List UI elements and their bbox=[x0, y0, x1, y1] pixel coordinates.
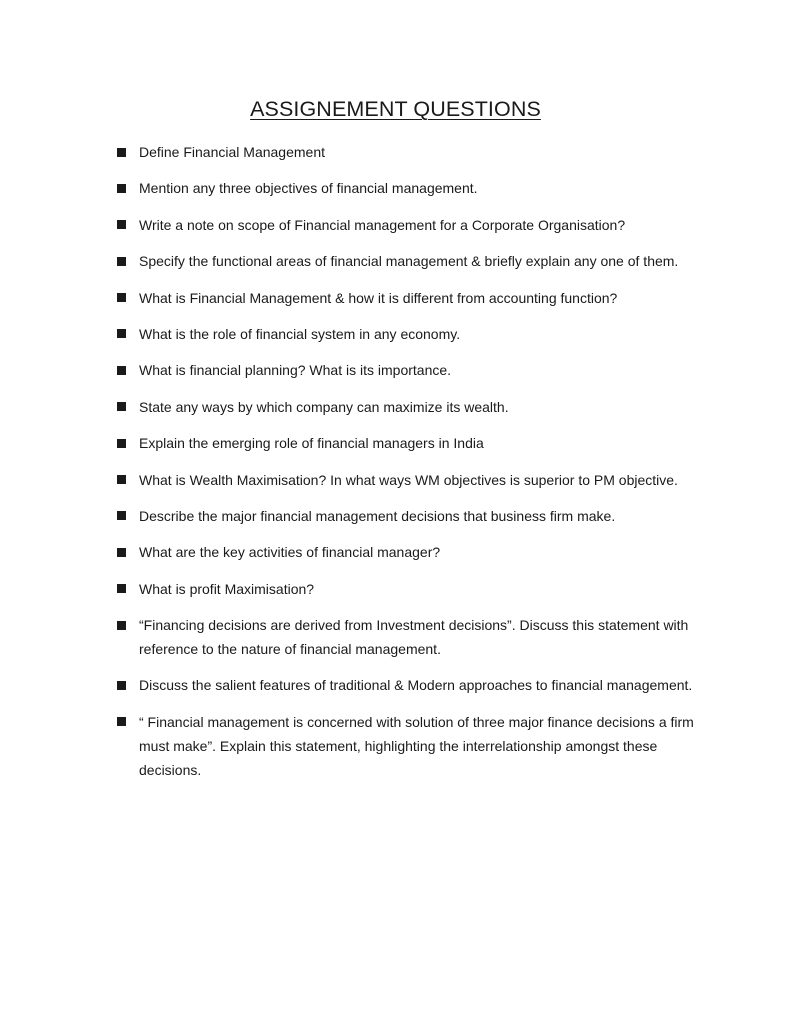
square-bullet-icon bbox=[117, 681, 126, 690]
square-bullet-icon bbox=[117, 548, 126, 557]
question-text: “Financing decisions are derived from Investment decisions”. Discuss this statement with reference to the nature of financial management. bbox=[139, 617, 689, 658]
square-bullet-icon bbox=[117, 329, 126, 338]
question-text: Explain the emerging role of financial managers in India bbox=[139, 435, 484, 452]
question-text: Discuss the salient features of traditional & Modern approaches to financial management. bbox=[139, 677, 693, 694]
square-bullet-icon bbox=[117, 511, 126, 520]
page-title-text: ASSIGNEMENT QUESTIONS bbox=[250, 97, 541, 121]
question-item bbox=[116, 540, 716, 564]
page-title bbox=[0, 94, 791, 124]
question-item bbox=[116, 249, 716, 273]
square-bullet-icon bbox=[117, 584, 126, 593]
question-item bbox=[116, 176, 716, 200]
square-bullet-icon bbox=[117, 402, 126, 411]
question-item bbox=[116, 395, 716, 419]
question-text: State any ways by which company can maximize its wealth. bbox=[139, 398, 509, 415]
square-bullet-icon bbox=[117, 220, 126, 229]
question-item bbox=[116, 286, 716, 310]
square-bullet-icon bbox=[117, 257, 126, 266]
question-text: What is financial planning? What is its importance. bbox=[139, 362, 452, 379]
question-text: What is Financial Management & how it is different from accounting function? bbox=[139, 289, 618, 306]
square-bullet-icon bbox=[117, 475, 126, 484]
question-text: What are the key activities of financial manager? bbox=[139, 544, 441, 561]
question-item bbox=[116, 140, 716, 164]
question-item bbox=[116, 431, 716, 455]
question-text: Specify the functional areas of financial management & briefly explain any one of them. bbox=[139, 253, 679, 270]
question-item bbox=[116, 504, 716, 528]
question-text: Describe the major financial management decisions that business firm make. bbox=[139, 507, 616, 524]
square-bullet-icon bbox=[117, 366, 126, 375]
square-bullet-icon bbox=[117, 184, 126, 193]
question-text: Mention any three objectives of financial management. bbox=[139, 180, 478, 197]
question-item bbox=[116, 358, 716, 382]
square-bullet-icon bbox=[117, 148, 126, 157]
question-text: What is profit Maximisation? bbox=[139, 580, 315, 597]
question-item bbox=[116, 468, 716, 492]
square-bullet-icon bbox=[117, 439, 126, 448]
square-bullet-icon bbox=[117, 293, 126, 302]
square-bullet-icon bbox=[117, 621, 126, 630]
question-item bbox=[116, 322, 716, 346]
question-text: Write a note on scope of Financial management for a Corporate Organisation? bbox=[139, 216, 626, 233]
square-bullet-icon bbox=[117, 717, 126, 726]
question-item bbox=[116, 673, 716, 697]
question-text: What is the role of financial system in any economy. bbox=[139, 325, 461, 342]
question-text: “ Financial management is concerned with solution of three major finance decisions a firm must make”. Explain this statement, highlighting the interrelationship amongst these decisions. bbox=[139, 713, 694, 778]
question-text: What is Wealth Maximisation? In what ways WM objectives is superior to PM objective. bbox=[139, 471, 678, 488]
question-item bbox=[116, 710, 716, 782]
question-item bbox=[116, 213, 716, 237]
question-list bbox=[116, 140, 716, 794]
question-text: Define Financial Management bbox=[139, 144, 325, 160]
question-item bbox=[116, 577, 716, 601]
question-item bbox=[116, 613, 716, 661]
